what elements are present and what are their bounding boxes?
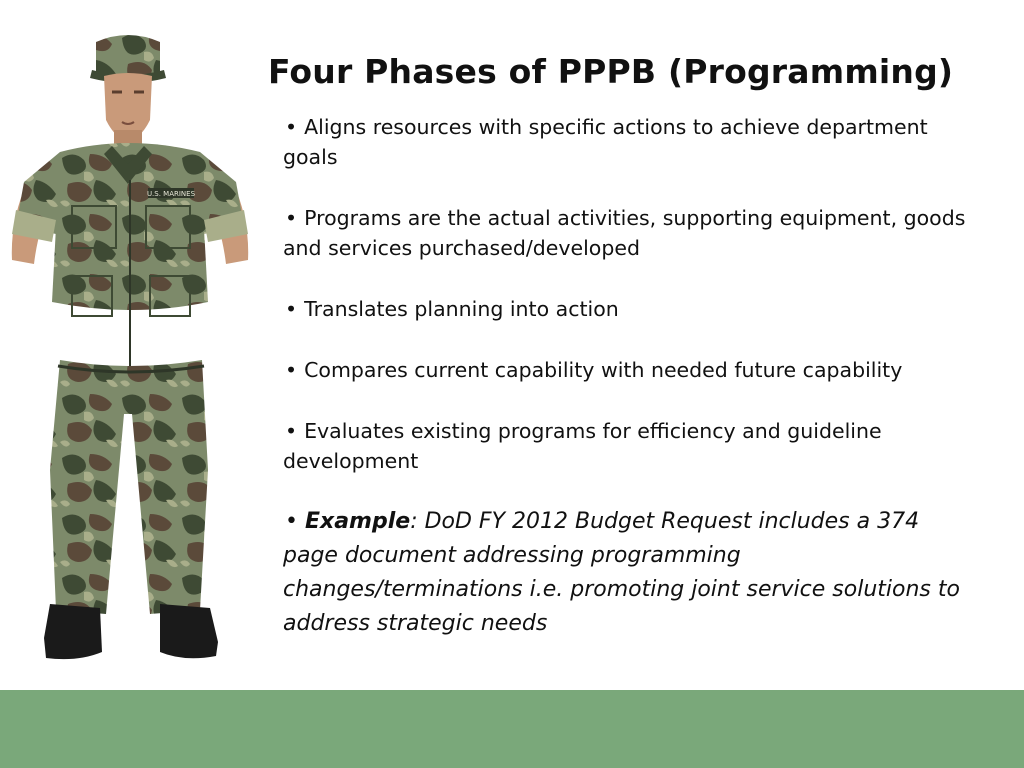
- slide-title: Four Phases of PPPB (Programming): [268, 52, 954, 91]
- example-label: Example: [304, 509, 411, 534]
- bullet-text: Aligns resources with specific actions to achieve department goals: [283, 115, 928, 169]
- bullet-item: [283, 294, 973, 324]
- bullet-item: [283, 112, 973, 172]
- example-text: : DoD FY 2012 Budget Request includes a 374 page document addressing programming changes/terminations i.e. promoting joint service solutions to address strategic needs: [283, 509, 960, 636]
- name-tape: U.S. MARINES: [146, 190, 196, 198]
- bullet-icon: •: [285, 297, 298, 321]
- footer-band: [0, 690, 1024, 768]
- bullet-icon: •: [285, 115, 298, 139]
- bullet-icon: •: [285, 419, 298, 443]
- bullet-text: Translates planning into action: [304, 297, 619, 321]
- bullet-item: [283, 416, 973, 476]
- bullet-icon: •: [285, 509, 298, 534]
- bullet-list: [283, 112, 973, 672]
- bullet-text: Programs are the actual activities, supporting equipment, goods and services purchased/developed: [283, 206, 966, 260]
- example-bullet: [283, 505, 973, 641]
- bullet-icon: •: [285, 206, 298, 230]
- bullet-item: [283, 355, 973, 385]
- soldier-image: [0, 30, 262, 670]
- bullet-text: Compares current capability with needed future capability: [304, 358, 903, 382]
- bullet-text: Evaluates existing programs for efficiency and guideline development: [283, 419, 882, 473]
- bullet-icon: •: [285, 358, 298, 382]
- bullet-item: [283, 203, 973, 263]
